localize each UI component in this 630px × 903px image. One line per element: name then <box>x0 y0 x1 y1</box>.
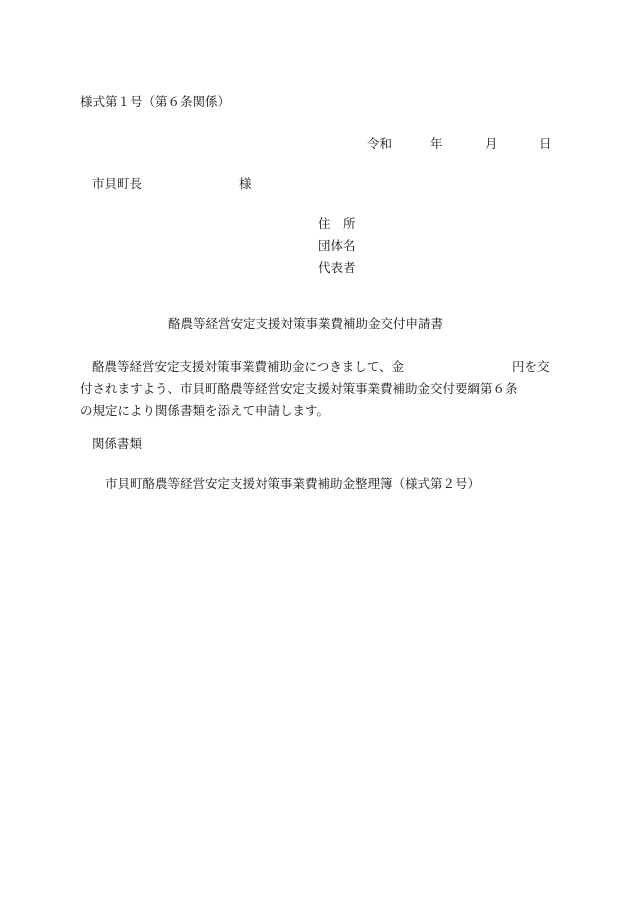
date-era: 令和 <box>367 136 393 151</box>
body-line-1-end: 円を交 <box>512 359 550 374</box>
body-line-1-start: 酪農等経営安定支援対策事業費補助金につきまして、金 <box>92 359 405 374</box>
applicant-organization-label: 団体名 <box>318 238 356 253</box>
date-day-label: 日 <box>539 136 552 151</box>
body-line-2: 付されますよう、市貝町酪農等経営安定支援対策事業費補助金交付要綱第６条 <box>80 381 518 396</box>
date-year-label: 年 <box>430 136 443 151</box>
body-line-3: の規定により関係書類を添えて申請します。 <box>80 403 330 418</box>
date-line <box>367 138 550 152</box>
date-month-label: 月 <box>485 136 498 151</box>
applicant-block <box>318 218 356 284</box>
applicant-address-label: 住 所 <box>318 216 356 231</box>
application-body <box>80 356 552 422</box>
form-number: 様式第１号（第６条関係） <box>80 94 231 109</box>
related-documents-heading: 関係書類 <box>92 436 143 451</box>
related-document-item: 市貝町酪農等経営安定支援対策事業費補助金整理簿（様式第２号） <box>105 476 481 491</box>
document-title: 酪農等経営安定支援対策事業費補助金交付申請書 <box>168 316 444 331</box>
body-line-1 <box>80 356 552 378</box>
addressee-honorific: 様 <box>239 176 252 191</box>
applicant-representative-label: 代表者 <box>318 260 356 275</box>
addressee-name: 市貝町長 <box>92 176 143 191</box>
addressee-line <box>92 178 262 192</box>
